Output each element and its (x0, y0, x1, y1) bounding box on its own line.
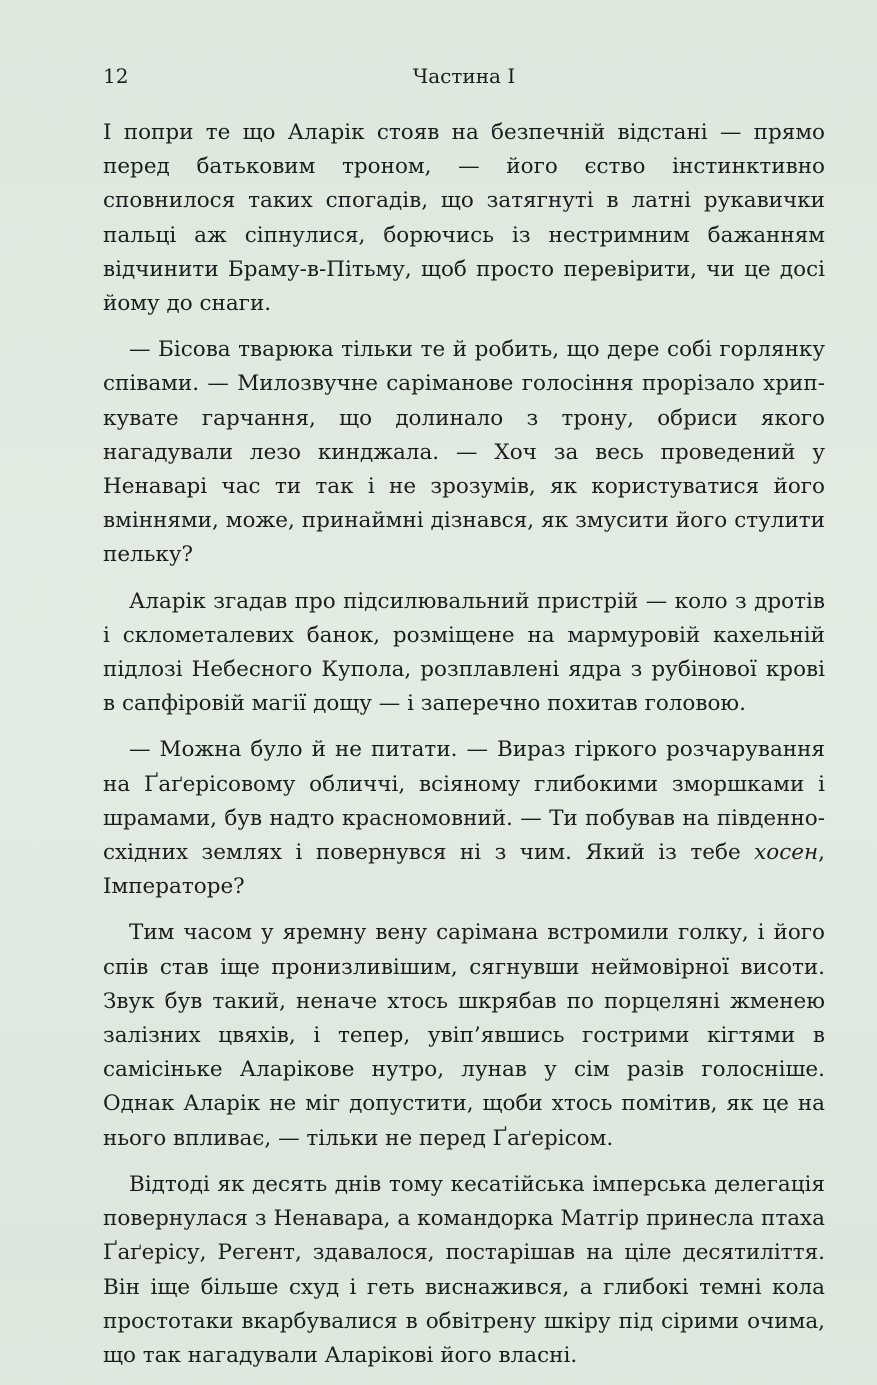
page-number: 12 (103, 64, 129, 88)
paragraph-4 (103, 733, 825, 904)
paragraph-2: — Бісова тварюка тільки те й робить, що дере собі горлянку співами. — Милозвучне саріманове голосіння прорізало хрипкувате гарчання, що долинало з трону, обриси якого нагадували лезо кинджала. — Хоч за весь проведений у Ненаварі час ти так і не зрозумів, як користуватися його вміннями, може, принаймні дізнався, як змусити його стулити пельку? (103, 337, 825, 568)
running-head (103, 62, 825, 90)
section-title: Частина I (412, 64, 516, 88)
body-text (103, 116, 825, 1385)
emphasized-word: хосен (754, 840, 819, 866)
paragraph-4-start: — Можна було й не питати. — Вираз гіркого розчарування на Ґаґерісовому обличчі, всіяному глибокими зморшками і шрамами, був надто красномовний. — Ти побував на південно-східних землях і повернувся ні з чим. Який із тебе (103, 737, 825, 866)
paragraph-4-end: , Імператоре? (103, 840, 825, 900)
paragraph-3: Аларік згадав про підсилювальний пристрій — коло з дротів і склометалевих банок, розміщене на мармуровій кахельній підлозі Небесного Купола, розплавлені ядра з рубінової крові в сапфіровій магії дощу — і заперечно похитав головою. (103, 588, 825, 717)
paragraph-6: Відтоді як десять днів тому кесатійська імперська делегація повернулася з Ненавара, а командорка Матгір принесла птаха Ґаґерісу, Регент, здавалося, постарішав на ціле десятиліття. Він іще більше схуд і геть виснажився, а глибокі темні кола простотаки вкарбувалися в обвітрену шкіру під сірими очима, що так нагадували Аларікові його власні. (103, 1171, 825, 1368)
paragraph-1: І попри те що Аларік стояв на безпечній відстані — прямо перед батьковим троном, — його єство інстинктивно сповнилося таких спогадів, що затягнуті в латні рукавички пальці аж сіпнулися, борючись із нестримним бажанням відчинити Браму-в-Пітьму, щоб просто перевірити, чи це досі йому до снаги. (103, 120, 825, 317)
paragraph-5: Тим часом у яремну вену сарімана встромили голку, і його спів став іще пронизливішим, сягнувши неймовірної висоти. Звук був такий, неначе хтось шкрябав по порцеляні жменею залізних цвяхів, і тепер, увіп’явшись гострими кігтями в самісіньке Аларікове нутро, лунав у сім разів голосніше. Однак Аларік не міг допустити, щоби хтось помітив, як це на нього впливає, — тільки не перед Ґаґерісом. (103, 920, 825, 1151)
